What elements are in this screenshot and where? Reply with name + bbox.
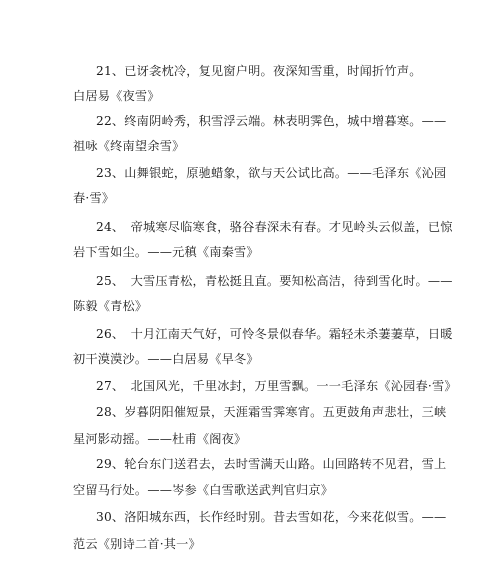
quote-25-line-2: 陈毅《青松》 (73, 299, 148, 313)
quote-23-line-2: 春·雪》 (73, 191, 115, 205)
quote-22-line-2: 祖咏《终南望余雪》 (73, 139, 185, 153)
quote-30-line-2: 范云《别诗二首·其一》 (73, 537, 201, 551)
quote-26-line-2: 初干漠漠沙。——白居易《早冬》 (73, 352, 259, 366)
quote-29-line-2: 空留马行处。——岑参《白雪歌送武判官归京》 (73, 483, 334, 497)
quote-26-line-1: 26、 十月江南天气好，可怜冬景似春华。霜轻未杀萋萋草，日暖 (96, 327, 453, 341)
quote-28-line-1: 28、岁暮阴阳催短景，天涯霜雪霁寒宵。五更鼓角声悲壮，三峡 (96, 405, 447, 419)
quote-29-line-1: 29、轮台东门送君去，去时雪满天山路。山回路转不见君，雪上 (96, 457, 447, 471)
quote-21-line-2: 白居易《夜雪》 (73, 89, 160, 103)
quote-28-line-2: 星河影动摇。——杜甫《阁夜》 (73, 432, 247, 446)
quote-21-line-1: 21、已讶衾枕冷，复见窗户明。夜深知雪重，时闻折竹声。 (96, 64, 422, 78)
quote-25-line-1: 25、 大雪压青松，青松挺且直。要知松高洁，待到雪化时。—— (96, 274, 453, 288)
quote-22-line-1: 22、终南阴岭秀，积雪浮云端。林表明霁色，城中增暮寒。—— (96, 114, 447, 128)
quote-24-line-1: 24、 帝城寒尽临寒食，骆谷春深未有春。才见岭头云似盖，已惊 (96, 220, 453, 234)
quote-27-line-1: 27、 北国风光，千里冰封，万里雪飘。一一毛泽东《沁园春·雪》 (96, 379, 457, 393)
quote-30-line-1: 30、洛阳城东西，长作经时别。昔去雪如花，今来花似雪。—— (96, 510, 447, 524)
quote-23-line-1: 23、山舞银蛇，原驰蜡象，欲与天公试比高。——毛泽东《沁园 (96, 166, 447, 180)
quote-24-line-2: 岩下雪如尘。——元稹《南秦雪》 (73, 245, 259, 259)
